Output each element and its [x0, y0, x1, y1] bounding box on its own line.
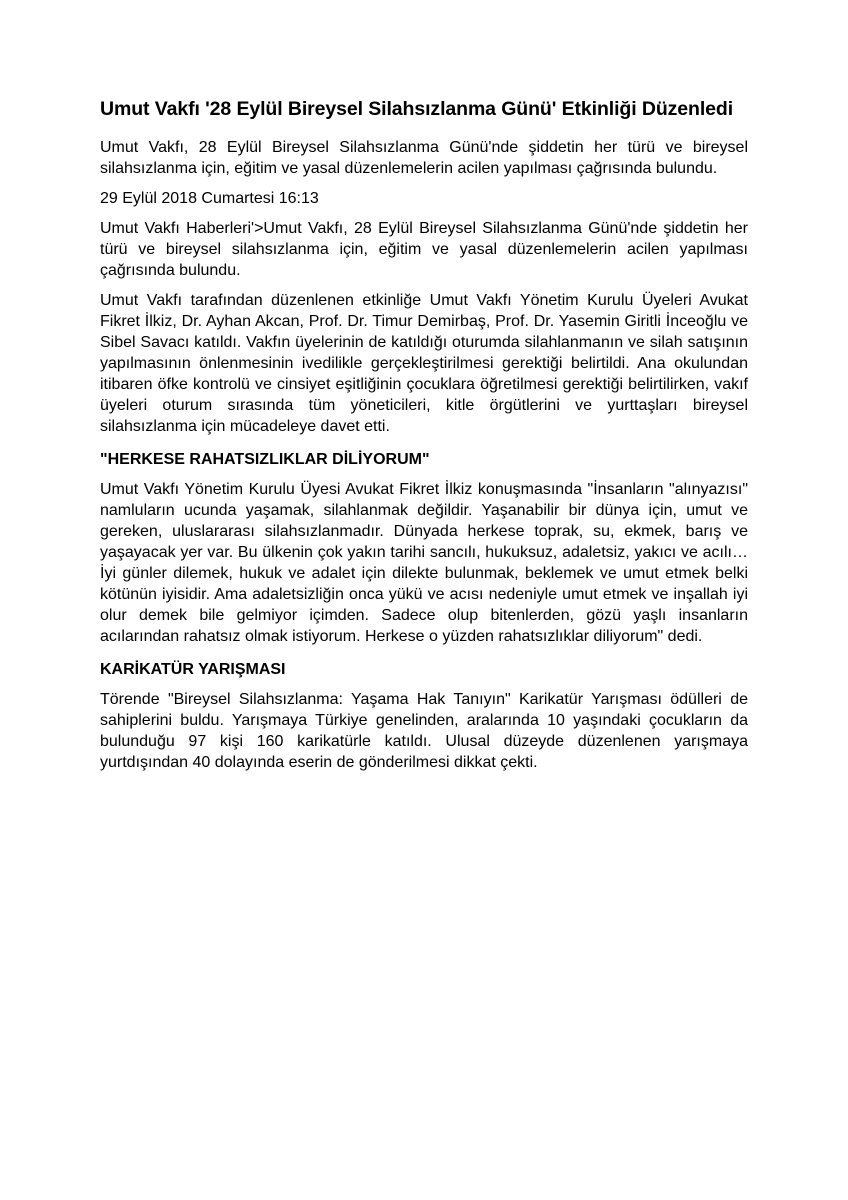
- section-heading-karikatur-yarismasi: KARİKATÜR YARIŞMASI: [100, 661, 286, 678]
- article-date: 29 Eylül 2018 Cumartesi 16:13: [100, 190, 319, 207]
- article-paragraph-4: Törende "Bireysel Silahsızlanma: Yaşama Hak Tanıyın" Karikatür Yarışması ödülleri de sahiplerini buldu. Yarışmaya Türkiye genelinden, aralarında 10 yaşındaki çocukların da bulunduğu 97 kişi 160 karikatürle katıldı. Ulusal düzeyde düzenlenen yarışmaya yurtdışından 40 dolayında eserin de gönderilmesi dikkat çekti.: [100, 691, 748, 771]
- section-heading-herkese-rahatsizliklar: "HERKESE RAHATSIZLIKLAR DİLİYORUM": [100, 451, 430, 468]
- article-paragraph-3: Umut Vakfı Yönetim Kurulu Üyesi Avukat Fikret İlkiz konuşmasında "İnsanların "alınyazısı" namluların ucunda yaşamak, silahlanmak değildir. Yaşanabilir bir dünya için, umut ve gereken, uluslararası silahsızlanmadır. Dünyada herkese toprak, su, ekmek, barış ve yaşayacak yer var. Bu ülkenin çok yakın tarihi sancılı, hukuksuz, adaletsiz, yakıcı ve acılı…İyi günler dilemek, hukuk ve adalet için dilekte bulunmak, beklemek ve umut etmek belki kötünün iyisidir. Ama adaletsizliğin onca yükü ve acısı nedeniyle umut etmek ve inşallah iyi olur demek bile gelmiyor içimden. Sadece olup bitenlerden, gözü yaşlı insanların acılarından rahatsız olmak istiyorum. Herkese o yüzden rahatsızlıklar diliyorum" dedi.: [100, 481, 748, 645]
- article-title: Umut Vakfı '28 Eylül Bireysel Silahsızlanma Günü' Etkinliği Düzenledi: [100, 98, 734, 120]
- article-lead-paragraph: Umut Vakfı, 28 Eylül Bireysel Silahsızlanma Günü'nde şiddetin her türü ve bireysel silahsızlanma için, eğitim ve yasal düzenlemelerin acilen yapılması çağrısında bulundu.: [100, 139, 748, 177]
- article-paragraph-2: Umut Vakfı tarafından düzenlenen etkinliğe Umut Vakfı Yönetim Kurulu Üyeleri Avukat Fikret İlkiz, Dr. Ayhan Akcan, Prof. Dr. Timur Demirbaş, Prof. Dr. Yasemin Giritli İnceoğlu ve Sibel Savacı katıldı. Vakfın üyelerinin de katıldığı oturumda silahlanmanın ve silah satışının yapılmasının önlenmesinin ivedilikle gerçekleştirilmesi gerektiği belirtildi. Ana okulundan itibaren öfke kontrolü ve cinsiyet eşitliğinin çocuklara öğretilmesi gerektiği belirtilirken, vakıf üyeleri oturum sırasında tüm yöneticileri, kitle örgütlerini ve yurttaşları bireysel silahsızlanma için mücadeleye davet etti.: [100, 292, 748, 435]
- article-paragraph-1: Umut Vakfı Haberleri'>Umut Vakfı, 28 Eylül Bireysel Silahsızlanma Günü'nde şiddetin her türü ve bireysel silahsızlanma için, eğitim ve yasal düzenlemelerin acilen yapılması çağrısında bulundu.: [100, 220, 748, 279]
